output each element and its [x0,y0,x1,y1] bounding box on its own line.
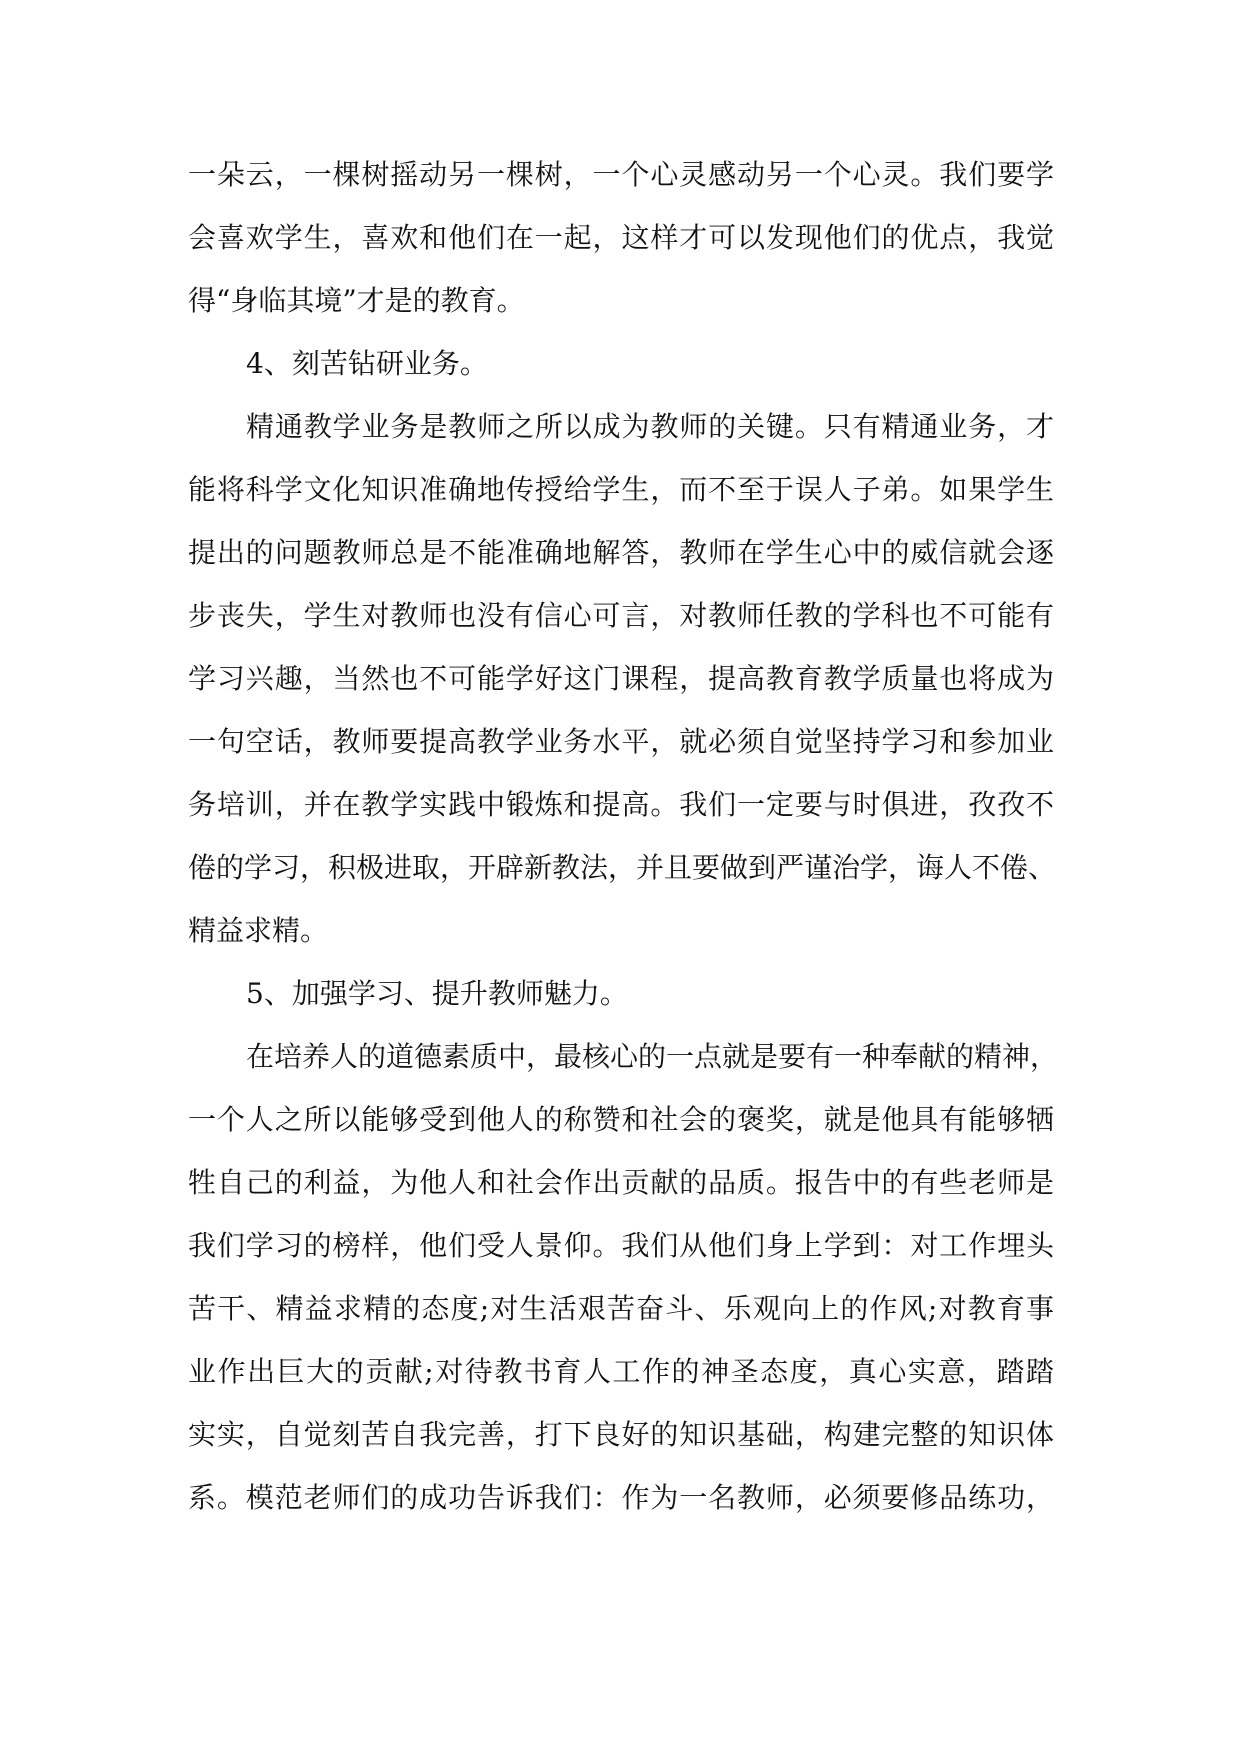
paragraph-line: 精通教学业务是教师之所以成为教师的关键。只有精通业务，才 [246,410,1054,443]
paragraph-line: 在培养人的道德素质中，最核心的一点就是要有一种奉献的精神， [246,1040,1059,1073]
paragraph-line: 牲自己的利益，为他人和社会作出贡献的品质。报告中的有些老师是 [188,1166,1054,1199]
paragraph-line: 精益求精。 [188,914,329,947]
paragraph-line: 会喜欢学生，喜欢和他们在一起，这样才可以发现他们的优点，我觉 [188,221,1054,254]
paragraph-line: 一朵云，一棵树摇动另一棵树，一个心灵感动另一个心灵。我们要学 [188,158,1054,191]
paragraph-line: 实实，自觉刻苦自我完善，打下良好的知识基础，构建完整的知识体 [188,1418,1054,1451]
paragraph-line: 提出的问题教师总是不能准确地解答，教师在学生心中的威信就会逐 [188,536,1054,569]
section-heading-4: 4、刻苦钻研业务。 [246,347,488,380]
paragraph-line: 得“身临其境”才是的教育。 [188,284,525,317]
paragraph-line: 务培训，并在教学实践中锻炼和提高。我们一定要与时俱进，孜孜不 [188,788,1054,821]
paragraph-line: 一个人之所以能够受到他人的称赞和社会的褒奖，就是他具有能够牺 [188,1103,1054,1136]
paragraph-line: 学习兴趣，当然也不可能学好这门课程，提高教育教学质量也将成为 [188,662,1054,695]
paragraph-line: 倦的学习，积极进取，开辟新教法，并且要做到严谨治学，诲人不倦、 [188,851,1057,884]
paragraph-line: 能将科学文化知识准确地传授给学生，而不至于误人子弟。如果学生 [188,473,1054,506]
paragraph-line: 业作出巨大的贡献;对待教书育人工作的神圣态度，真心实意，踏踏 [188,1355,1054,1388]
paragraph-line: 步丧失，学生对教师也没有信心可言，对教师任教的学科也不可能有 [188,599,1054,632]
paragraph-line: 苦干、精益求精的态度;对生活艰苦奋斗、乐观向上的作风;对教育事 [188,1292,1054,1325]
section-heading-5: 5、加强学习、提升教师魅力。 [246,977,628,1010]
paragraph-line: 系。模范老师们的成功告诉我们：作为一名教师，必须要修品练功， [188,1481,1054,1514]
paragraph-line: 一句空话，教师要提高教学业务水平，就必须自觉坚持学习和参加业 [188,725,1054,758]
paragraph-line: 我们学习的榜样，他们受人景仰。我们从他们身上学到：对工作埋头 [188,1229,1054,1262]
